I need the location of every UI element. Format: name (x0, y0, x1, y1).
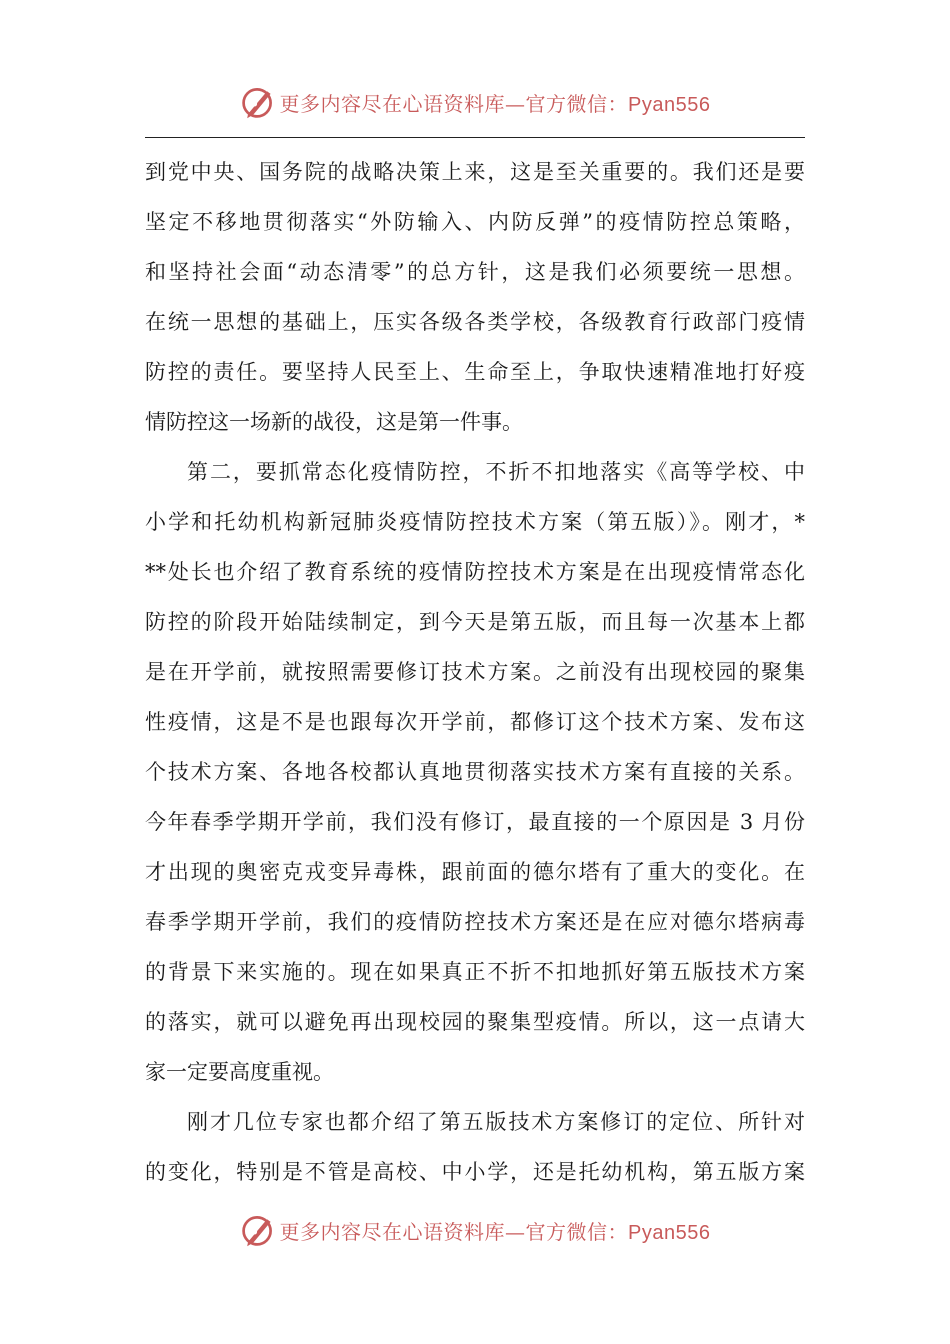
text-line: 是在开学前，就按照需要修订技术方案。之前没有出现校园的聚集 (145, 660, 805, 684)
text-line: 的变化，特别是不管是高校、中小学，还是托幼机构，第五版方案 (145, 1160, 805, 1184)
text-line: 性疫情，这是不是也跟每次开学前，都修订这个技术方案、发布这 (145, 710, 805, 734)
banner-text (280, 1216, 711, 1245)
text-line: 个技术方案、各地各校都认真地贯彻落实技术方案有直接的关系。 (145, 760, 805, 784)
banner-tail: 官方微信： (525, 1219, 629, 1244)
banner-main: 更多内容尽在心语资料库 (279, 1219, 506, 1244)
text-line: 的落实，就可以避免再出现校园的聚集型疫情。所以，这一点请大 (145, 1010, 805, 1034)
text-line: 到党中央、国务院的战略决策上来，这是至关重要的。我们还是要 (145, 160, 805, 184)
banner-tail: 官方微信： (525, 91, 629, 116)
text-line: 刚才几位专家也都介绍了第五版技术方案修订的定位、所针对 (187, 1110, 805, 1134)
text-line: 小学和托幼机构新冠肺炎疫情防控技术方案（第五版）》。刚才，* (145, 510, 805, 534)
text-line: 的背景下来实施的。现在如果真正不折不扣地抓好第五版技术方案 (145, 960, 805, 984)
text-line: 坚定不移地贯彻落实“外防输入、内防反弹”的疫情防控总策略， (145, 210, 805, 234)
banner-wechat-id: Pyan556 (628, 93, 711, 116)
header-divider (145, 137, 805, 138)
text-line: 和坚持社会面“动态清零”的总方针，这是我们必须要统一思想。 (145, 260, 805, 284)
document-body (145, 147, 805, 1197)
footer-banner (0, 1206, 950, 1254)
text-line: 防控的责任。要坚持人民至上、生命至上，争取快速精准地打好疫 (145, 360, 805, 384)
banner-dash: — (505, 1219, 526, 1244)
pen-logo-icon (240, 84, 276, 120)
banner-main: 更多内容尽在心语资料库 (279, 91, 506, 116)
text-line: 今年春季学期开学前，我们没有修订，最直接的一个原因是 3 月份 (145, 810, 805, 834)
text-line: 在统一思想的基础上，压实各级各类学校，各级教育行政部门疫情 (145, 310, 805, 334)
text-line: 春季学期开学前，我们的疫情防控技术方案还是在应对德尔塔病毒 (145, 910, 805, 934)
text-line: 情防控这一场新的战役，这是第一件事。 (145, 410, 523, 434)
text-line: 家一定要高度重视。 (145, 1060, 334, 1084)
text-line: 才出现的奥密克戎变异毒株，跟前面的德尔塔有了重大的变化。在 (145, 860, 805, 884)
banner-wechat-id: Pyan556 (628, 1221, 711, 1244)
text-line: 防控的阶段开始陆续制定，到今天是第五版，而且每一次基本上都 (145, 610, 805, 634)
header-banner (0, 78, 950, 126)
text-line: 第二，要抓常态化疫情防控，不折不扣地落实《高等学校、中 (187, 460, 805, 484)
banner-text (280, 88, 711, 117)
banner-dash: — (505, 91, 526, 116)
text-line: **处长也介绍了教育系统的疫情防控技术方案是在出现疫情常态化 (145, 560, 805, 584)
pen-logo-icon (240, 1212, 276, 1248)
